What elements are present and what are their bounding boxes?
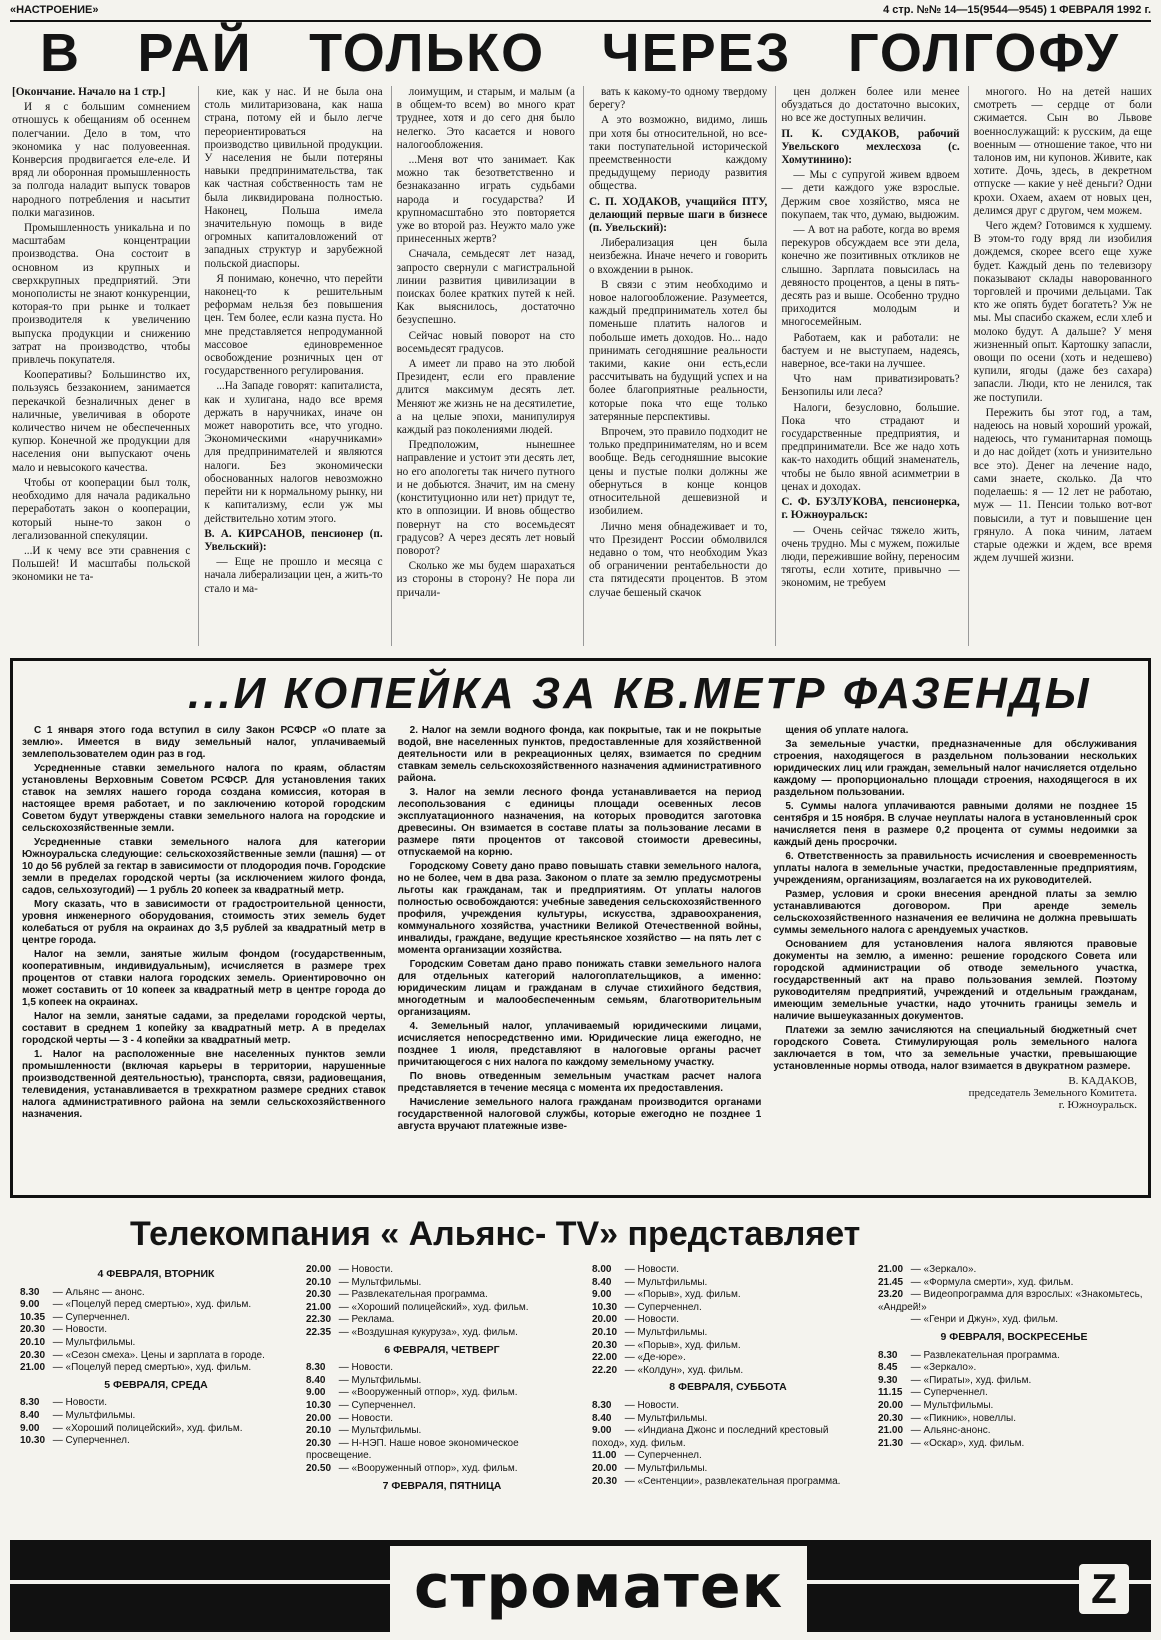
paragraph: Лично меня обнадеживает и то, что Президент России обмолвился недавно о том, что необходим Указ об ограничении рентабельности до ста пятидесяти процентов. В этом случае бешеный скачок — [588, 520, 768, 599]
paragraph: По вновь отведенным земельным участкам расчет налога представляется в течение месяца с момента их предоставления. — [397, 1071, 762, 1094]
tv-program-time: 23.20 — [878, 1289, 904, 1301]
tv-program-item — [20, 1435, 292, 1448]
paragraph: вать к какому-то одному твердому берегу? — [588, 86, 768, 112]
paragraph: Городским Советам дано право понижать ставки земельного налога для отдельных категорий налогоплательщиков, а именно: юридическим лицам и гражданам в случае стихийного бедствия, многодетным и малообеспеченным семьям, благотворительным организациям. — [397, 959, 762, 1018]
tv-program-item — [592, 1277, 864, 1290]
tv-program-item — [306, 1327, 578, 1340]
tv-program-time: 8.45 — [878, 1362, 898, 1374]
article-body — [12, 86, 1152, 646]
article-column — [583, 86, 767, 646]
tv-program-time: 9.30 — [878, 1374, 898, 1386]
tv-program-item — [20, 1423, 292, 1436]
paragraph: Сейчас новый поворот на сто восемьдесят градусов. — [396, 329, 575, 355]
tv-program-item — [306, 1362, 578, 1375]
tv-program-title: — Мультфильмы. — [338, 1425, 422, 1437]
paragraph: 1. Налог на расположенные вне населенных пунктов земли промышленности (включая карьеры в территории, нарушенные производственной деятельностью), транспорта, связи, радиовещания, телевидения, устанавливается в трехкратном размере средних ставок налога административного района на земли сельскохозяйственного назначения. — [22, 1049, 386, 1120]
paragraph: Начисление земельного налога гражданам производится органами государственной налоговой службы, которые ежегодно не позднее 1 августа вручают платежные изве- — [397, 1097, 762, 1132]
tv-program-title: — Мультфильмы. — [338, 1276, 422, 1288]
tv-program-time: 11.00 — [592, 1450, 617, 1462]
tv-program-title: — Новости. — [338, 1362, 394, 1374]
tv-program-title: — Суперченнел. — [338, 1399, 416, 1411]
tv-program-time: 21.00 — [306, 1301, 332, 1313]
tv-program-title: — «Индиана Джонс и последний крестовый поход», худ. фильм. — [592, 1425, 829, 1449]
tv-program-item — [592, 1289, 864, 1302]
paragraph: Усредненные ставки земельного налога для категории Южноуральска следующие: сельскохозяйственные земли (пашня) — от 10 до 56 рублей за гектар в зависимости от плодородия почв. Городские земли в пределах городской черты (за исключением жилого фонда, садов, сельхозугодий) — 1 рубль 20 копеек за квадратный метр. — [22, 837, 386, 896]
article-column — [398, 725, 762, 1190]
paragraph: Предположим, нынешнее направление и устоит эти десять лет, но его апологеты так ничего путного и не добьются. Значит, им на смену (конституционно или нет) придут те, кто в оппозиции. И вновь общество повернут на сто восемьдесят градусов? А через десять лет новый поворот? — [396, 439, 575, 557]
headline-word: РАЙ — [137, 23, 253, 83]
headline-word: ЧЕРЕЗ — [601, 23, 792, 83]
tv-day-heading: 9 ФЕВРАЛЯ, ВОСКРЕСЕНЬЕ — [940, 1330, 1088, 1343]
brand-logo-icon: Z — [1079, 1564, 1129, 1614]
tv-program-time: 20.10 — [306, 1276, 332, 1288]
tv-program-item — [306, 1425, 578, 1438]
tv-program-time: 10.30 — [592, 1301, 618, 1313]
tv-program-time: 20.30 — [592, 1475, 618, 1487]
tv-program-title: — «Поцелуй перед смертью», худ. фильм. — [52, 1299, 252, 1311]
tv-program-time: 8.40 — [592, 1276, 612, 1288]
tv-program-item — [592, 1314, 864, 1327]
tv-program-title: — «Вооруженный отпор», худ. фильм. — [338, 1387, 518, 1399]
tv-program-time: 9.00 — [592, 1425, 612, 1437]
tv-program-item — [20, 1337, 292, 1350]
tv-program-item — [878, 1277, 1150, 1290]
tv-program-item — [592, 1340, 864, 1353]
tv-program-time: 20.00 — [592, 1314, 618, 1326]
tv-program-item — [306, 1400, 578, 1413]
tax-article-body — [22, 725, 1137, 1190]
tv-program-title: — «Поцелуй перед смертью», худ. фильм. — [52, 1362, 252, 1374]
tv-program-item — [306, 1314, 578, 1327]
paragraph: ...На Западе говорят: капиталиста, как и хулигана, надо все время держать в наручниках, иначе он может наворотить все, что угодно. Экономическими «наручниками» для предпринимателей и являются налоги. Без экономически обоснованных налогов невозможно перейти ни к нормальному рынку, ни к капитализму, если уж мы действительно хотим этого. — [204, 380, 383, 525]
tv-program-item — [592, 1302, 864, 1315]
tv-program-item — [878, 1314, 1150, 1327]
paragraph: Промышленность уникальна и по масштабам концентрации производства. Она состоит в основном из крупных и сверхкрупных предприятий. Эти монополисты не знают конкуренции, которая-то при рынке и толкает производителя к увеличению выпуска продукции и снижению затрат на производство, чтобы привлечь покупателя. — [12, 222, 191, 367]
tv-program-title: — «Воздушная кукуруза», худ. фильм. — [338, 1326, 518, 1338]
tv-program-time: 8.40 — [20, 1409, 40, 1421]
tv-program-item — [306, 1463, 578, 1476]
tv-program-title: — Видеопрограмма для взрослых: «Знакомьтесь, «Андрей!» — [878, 1289, 1143, 1313]
tv-program-title: — «Порыв», худ. фильм. — [624, 1339, 741, 1351]
tv-program-item — [592, 1365, 864, 1378]
tv-program-title: — «Пираты», худ. фильм. — [910, 1374, 1032, 1386]
tv-program-item — [878, 1289, 1150, 1314]
tv-program-title: — Мультфильмы. — [624, 1326, 708, 1338]
tv-program-title: — Альянс — анонс. — [52, 1286, 145, 1298]
tv-program-title: — «Сезон смеха». Цены и зарплата в городе. — [52, 1349, 265, 1361]
tv-program-title: — «Хороший полицейский», худ. фильм. — [52, 1422, 243, 1434]
tv-program-title: — Новости. — [624, 1264, 680, 1275]
tv-day-heading: 8 ФЕВРАЛЯ, СУББОТА — [669, 1381, 787, 1394]
tv-program-time: 8.40 — [592, 1412, 612, 1424]
paragraph: 6. Ответственность за правильность исчисления и своевременность уплаты налога в земельные участки, предоставленные предприятиям, учреждениям, организациям, возлагается на их руководителей. — [773, 851, 1138, 886]
paragraph: 5. Суммы налога уплачиваются равными долями не позднее 15 сентября и 15 ноября. В случае неуплаты налога в установленный срок начисляется пеня в размере 0,2 процента от суммы недоимки за каждый день просрочки. — [773, 801, 1138, 848]
tv-day-heading: 4 ФЕВРАЛЯ, ВТОРНИК — [97, 1268, 215, 1280]
tax-article-headline: ...И КОПЕЙКА ЗА КВ.МЕТР ФАЗЕНДЫ — [188, 669, 1092, 718]
running-head — [10, 4, 1151, 22]
paragraph: — Еще не прошло и месяца с начала либерализации цен, а жить-то стало и ма- — [204, 556, 383, 595]
tv-program-title: — Мультфильмы. — [624, 1276, 708, 1288]
advertisement-banner — [10, 1540, 1151, 1632]
tv-program-time: 9.00 — [592, 1289, 612, 1301]
tv-program-item — [878, 1264, 1150, 1277]
tv-program-title: — «Хороший полицейский», худ. фильм. — [338, 1301, 529, 1313]
paragraph: Что нам приватизировать? Бензопилы или леса? — [781, 373, 960, 399]
paragraph: кие, как у нас. И не была она столь милитаризована, как наша страна, потому ей и было легче переориентироваться на производство цивильной продукции. У населения не были потеряны навыки предпринимательства, так как частная собственность там не была ликвидирована полностью. Наконец, Польша имела значительную помощь в виде огромных капиталовложений от западных структур и зарубежной польской диаспоры. — [204, 86, 383, 270]
paragraph: ...Меня вот что занимает. Как можно так безответственно и безнаказанно играть судьбами народа и государства? И крупномасштабно это повторяется уже во второй раз. Неужто мало уже принесенных жертв? — [396, 154, 575, 246]
paragraph: Сколько же мы будем шарахаться из стороны в сторону? Не пора ли причали- — [396, 560, 575, 599]
issue-info: 4 стр. №№ 14—15(9544—9545) 1 ФЕВРАЛЯ 1992 г. — [883, 4, 1151, 16]
tv-program-title: — «Зеркало». — [910, 1264, 977, 1275]
tv-program-time: 21.45 — [878, 1276, 904, 1288]
tv-program-time: 20.30 — [306, 1437, 332, 1449]
tv-program-item — [306, 1302, 578, 1315]
signature-role: председатель Земельного Комитета. — [968, 1087, 1138, 1099]
tv-program-item — [20, 1410, 292, 1423]
tv-program-time: 22.00 — [592, 1352, 618, 1364]
paragraph: Размер, условия и сроки внесения арендной платы за землю устанавливаются договором. При аренде земель сельскохозяйственного назначения ее величина не должна превышать суммы земельного налога с арендуемых участков. — [773, 889, 1138, 936]
tv-program-time: 11.15 — [878, 1387, 903, 1399]
paragraph: Могу сказать, что в зависимости от градостроительной ценности, уровня инженерного оборудования, стоимость этих земель будет колебаться от рубля на окраинах до 3,5 рублей за квадратный метр в центре города. — [22, 899, 386, 946]
headline-word: ТОЛЬКО — [309, 23, 546, 83]
tv-program-item — [878, 1375, 1150, 1388]
tv-program-title: — «Оскар», худ. фильм. — [910, 1437, 1025, 1449]
tv-program-item — [20, 1350, 292, 1363]
signature-place: г. Южноуральск. — [1058, 1099, 1138, 1111]
tv-program-title: — Суперченнел. — [910, 1387, 988, 1399]
tv-program-time: 20.10 — [20, 1336, 46, 1348]
tv-program-title: — Реклама. — [338, 1314, 395, 1326]
tv-program-title: — Мультфильмы. — [338, 1374, 422, 1386]
tv-program-item — [306, 1387, 578, 1400]
tv-program-time: 20.30 — [592, 1339, 618, 1351]
tv-program-item — [306, 1277, 578, 1290]
paragraph: Налоги, безусловно, большие. Пока что страдают и государственные предприятия, и предприниматели. Все же надо хоть как-то находить общий знаменатель, чтобы не было явной асимметрии в ценах и доходах. — [781, 401, 960, 493]
tv-program-item — [592, 1400, 864, 1413]
article-column — [198, 86, 382, 646]
tv-program-title: — Н-НЭП. Наше новое экономическое просвещение. — [306, 1437, 519, 1462]
paragraph: За земельные участки, предназначенные для обслуживания строения, находящегося в раздельном пользовании нескольких юридических лиц или граждан, земельный налог начисляется отдельно каждому — пропорционально площади строения, находящегося в их раздельном пользовании. — [773, 739, 1138, 798]
tv-program-item — [306, 1289, 578, 1302]
tv-program-title: — «Генри и Джун», худ. фильм. — [910, 1314, 1059, 1326]
tv-program-title: — Мультфильмы. — [910, 1399, 994, 1411]
paragraph: цен должен более или менее обуздаться до достаточно высоких, но все же доступных величин. — [781, 86, 960, 125]
tv-program-title: — «Порыв», худ. фильм. — [624, 1289, 741, 1301]
paragraph: И я с большим сомнением отношусь к обещаниям об осеннем полегчании. Дело в том, что экономика у нас полуовеенная. Конверсия продвигается еле-еле. И вряд ли оборонная промышленность за полгода наладит выпуск товаров народного потребления и насытит полки магазинов. — [12, 101, 191, 219]
tv-program-title: — «Сентенции», развлекательная программа. — [624, 1475, 841, 1487]
tv-program-item — [878, 1350, 1150, 1363]
paragraph: Пережить бы этот год, а там, надеюсь на новый хороший урожай, надеюсь, что гуманитарная помощь и до нас дойдет (хоть и унизительно все это). Денег на лечение надо, сами знаете, сколько. Да что поделаешь: я — 12 лет не работаю, муж — 11. Пенсии только вот-вот повысили, а тут и повышение цен грянуло. А пока чиним, латаем старые одежки и ждем, все время ждем лучшей жизни. — [973, 406, 1152, 565]
paragraph: Налог на земли, занятые садами, за пределами городской черты, составит в среднем 1 копейку за квадратный метр. А в пределах городской черты — 3 - 4 копейки за квадратный метр. — [22, 1011, 386, 1046]
article-column — [775, 86, 959, 646]
tv-program-title: — Мультфильмы. — [624, 1412, 708, 1424]
tv-program-item — [878, 1387, 1150, 1400]
tv-program-time: 8.30 — [20, 1397, 40, 1409]
tv-program-title: — «Формула смерти», худ. фильм. — [910, 1276, 1074, 1288]
tv-program-item — [20, 1324, 292, 1337]
tv-program-title: — «Де-юре». — [624, 1352, 686, 1364]
tv-schedule — [20, 1264, 1150, 1532]
paragraph: В связи с этим необходимо и новое налогообложение. Разумеется, каждый предприниматель хотел бы поменьше платить налогов и побольше иметь доходов. Но... надо принимать сегодняшние реальности такими, какие они есть,если рассчитывать на будущий успех и на более благоприятные реальности, которые пока что еще только затерянные перспективы. — [588, 278, 768, 423]
tv-program-time: 21.00 — [878, 1264, 904, 1275]
tv-program-item — [878, 1425, 1150, 1438]
paragraph: 3. Налог на земли лесного фонда устанавливается на период лесопользования с единицы площади осевенных лесов эксплуатационного назначения, на которых проводится заготовка древесины. Он взимается в составе платы за пользование лесами в размере пяти процентов от таксовой стоимости древесины, отпускаемой на корню. — [397, 787, 762, 858]
tv-program-time: 22.35 — [306, 1326, 332, 1338]
tv-program-title: — Новости. — [52, 1324, 108, 1336]
tv-program-time: 9.00 — [20, 1299, 40, 1311]
tv-program-item — [20, 1362, 292, 1375]
tv-program-item — [306, 1375, 578, 1388]
tv-program-time: 8.30 — [306, 1362, 326, 1374]
tv-program-item — [592, 1352, 864, 1365]
tv-program-time: 8.40 — [306, 1374, 326, 1386]
headline-word: В — [40, 23, 81, 83]
tv-program-title: — Новости. — [338, 1412, 394, 1424]
tv-program-time: 8.30 — [592, 1399, 612, 1411]
article-column — [968, 86, 1152, 646]
tv-program-title: — Развлекательная программа. — [338, 1289, 488, 1301]
paragraph: — А вот на работе, когда во время перекуров обсуждаем все эти дела, конечно же позитивных откликов не слышно. Зарплата повысилась на девяносто процентов, а цены в пять-десять раз и выше. Особенно трудно приходится молодым и многосемейным. — [781, 224, 960, 329]
article-headline — [40, 24, 1120, 82]
tv-program-time: 20.00 — [306, 1412, 332, 1424]
paragraph: — Очень сейчас тяжело жить, очень трудно. Мы с мужем, пожилые люди, пережившие войну, переносим тяготы, если хотите, привычно — экономим, не требуем — [781, 524, 960, 590]
tv-program-item — [878, 1413, 1150, 1426]
tv-program-time: 20.00 — [592, 1462, 618, 1474]
tv-program-time: 21.00 — [878, 1425, 904, 1437]
brand-name: строматек — [390, 1546, 807, 1632]
tv-program-item — [592, 1327, 864, 1340]
tv-program-title: — «Зеркало». — [910, 1362, 977, 1374]
paragraph: Городскому Совету дано право повышать ставки земельного налога, но не более, чем в два раза. Законом о плате за землю предусмотрены льготы как гражданам, так и предприятиям. От уплаты налогов полностью освобождаются: учебные заведения сельскохозяйственного профиля, учреждения культуры, искусства, здравоохранения, коммунального хозяйства, участники Великой Отечественной войны, инвалиды, граждане, ведущие крестьянское хозяйство — на пять лет с момента организации хозяйства. — [397, 861, 762, 956]
tv-program-time: 20.10 — [592, 1326, 618, 1338]
tv-program-time: 8.00 — [592, 1264, 612, 1275]
tv-program-time: 10.30 — [20, 1435, 46, 1447]
tv-program-title: — Развлекательная программа. — [910, 1349, 1060, 1361]
tv-program-title: — Суперченнел. — [624, 1301, 702, 1313]
tv-program-item — [306, 1413, 578, 1426]
tv-program-item — [592, 1264, 864, 1277]
author-signature: С. Ф. БУЗЛУКОВА, пенсионерка, г. Южноуральск: — [781, 496, 960, 522]
tv-program-time: 20.30 — [306, 1289, 332, 1301]
tv-program-time: 9.00 — [306, 1387, 326, 1399]
tv-program-title: — Новости. — [338, 1264, 394, 1275]
tv-program-title: — Мультфильмы. — [52, 1409, 136, 1421]
paragraph: Налог на земли, занятые жилым фондом (государственным, кооперативным, индивидуальным), исчисляется в размере трех процентов от ставки налога городских земель. Ориентировочно он может составить от 10 копеек за квадратный метр в центре города до 1,5 копеек на окраинах. — [22, 949, 386, 1008]
tv-program-item — [878, 1438, 1150, 1451]
paragraph: Основанием для установления налога являются правовые документы на землю, а именно: решение городского Совета или городской администрации об отводе земельного участка, государственный акт на право пользования землей. Поэтому руководителям предприятий, учреждений и отдельным гражданам, имеющим земельные участки, надо уточнить границы земель и наличие вышеуказанных документов. — [773, 939, 1138, 1022]
tv-program-time: 10.35 — [20, 1311, 46, 1323]
tv-program-item — [20, 1312, 292, 1325]
tv-column — [20, 1264, 292, 1532]
paragraph: Сначала, семьдесят лет назад, запросто свернули с магистральной линии развития цивилизации в поисках более кратких путей к ней. Как выяснилось, достаточно безуспешно. — [396, 248, 575, 327]
tv-program-item — [592, 1413, 864, 1426]
paragraph: многого. Но на детей наших смотреть — сердце от боли сжимается. Сын во Львове военнослужащий: к русским, да еще военным — отношение такое, что ни талонов им, ни купонов. Живите, как хотите. Дочь, здесь, в декретном отпуске — какие у неё деньги? Одни крохи. Охаем, ахаем от новых цен, делимся друг с другом, чем можем. — [973, 86, 1152, 217]
tv-program-title: — «Вооруженный отпор», худ. фильм. — [338, 1462, 518, 1474]
tv-program-time: 21.00 — [20, 1362, 46, 1374]
tv-column — [592, 1264, 864, 1532]
tv-program-time: 20.00 — [306, 1264, 332, 1275]
tv-program-time: 20.00 — [878, 1399, 904, 1411]
tv-program-time: 22.30 — [306, 1314, 332, 1326]
tv-column — [306, 1264, 578, 1532]
tv-program-item — [592, 1425, 864, 1450]
tv-program-time: 20.30 — [20, 1349, 46, 1361]
article-column — [22, 725, 386, 1190]
tv-program-item — [20, 1397, 292, 1410]
tv-program-time: 9.00 — [20, 1422, 40, 1434]
tv-day-heading: 6 ФЕВРАЛЯ, ЧЕТВЕРГ — [384, 1343, 500, 1356]
tv-program-time: 20.30 — [20, 1324, 46, 1336]
paragraph: 2. Налог на земли водного фонда, как покрытые, так и не покрытые водой, вне населенных пунктов, предоставленные для хозяйственной деятельности или в рекреационных целях, взимается по средним ставкам земель сельскохозяйственного назначения административного района. — [397, 725, 762, 784]
paragraph: ...И к чему все эти сравнения с Польшей! И масштабы польской экономики не та- — [12, 544, 191, 584]
tv-day-heading: 7 ФЕВРАЛЯ, ПЯТНИЦА — [382, 1479, 502, 1492]
paragraph: 4. Земельный налог, уплачиваемый юридическими лицами, исчисляется непосредственно ими. Юридические лица ежегодно, не позднее 1 июля, представляют в налоговые органы расчет причитающегося с них налога по каждому земельному участку. — [397, 1021, 762, 1068]
tv-program-item — [20, 1299, 292, 1312]
tv-program-time: 20.50 — [306, 1462, 332, 1474]
tv-program-item — [878, 1362, 1150, 1375]
paragraph: Чего ждем? Готовимся к худшему. В этом-то году вряд ли изобилия дождемся, скорее всего еще хуже будет. Каждый день по телевизору показывают склады наворованного торговлей и прочими дельцами. Так кто же опять будет богатеть? Уж не мы. Мы спасибо скажем, если хлеб и молоко будут. А дальше? У меня жизненный опыт. Картошку запасли, овощи по осени (хоть и недешево) купили, ягоды (даже без сахара) запасли. Люди, кто не ленился, так же поступили. — [973, 220, 1152, 404]
paragraph: Работаем, как и работали: не бастуем и не выступаем, надеясь, наверное, все-таки на лучшее. — [781, 331, 960, 371]
paragraph: лоимущим, и старым, и малым (а в общем-то всем) во много крат труднее, хотя и до сего дня было нелегко. Это касается и нового налогообложения. — [396, 86, 575, 151]
tv-program-item — [306, 1264, 578, 1277]
tv-program-title: — Новости. — [52, 1397, 108, 1409]
tv-column — [878, 1264, 1150, 1532]
tv-program-title: — Суперченнел. — [52, 1435, 130, 1447]
tv-program-title: — «Колдун», худ. фильм. — [624, 1364, 744, 1376]
tv-program-time: 20.10 — [306, 1425, 332, 1437]
paragraph: Чтобы от кооперации был толк, необходимо для начала радикально переработать закон о кооперации, который ныне-то закон о легализованной спекуляции. — [12, 476, 191, 542]
section-name: «НАСТРОЕНИЕ» — [10, 4, 99, 16]
tv-program-title: — Новости. — [624, 1399, 680, 1411]
paragraph: Кооперативы? Большинство их, пользуясь беззаконием, занимается перекачкой безналичных денег в наличные, увеличивая в обороте количество ничем не обеспеченных купюр. Конечной же продукции для населения они выпускают очень мало и невысокого качества. — [12, 369, 191, 474]
article-column — [391, 86, 575, 646]
paragraph: А имеет ли право на это любой Президент, если его правление длится максимум десять лет. Меняют же жизнь не на десятилетие, а на целые эпохи, манипулируя каждый раз поколениями людей. — [396, 358, 575, 437]
author-signature: П. К. СУДАКОВ, рабочий Увельского мехлесхоза (с. Хомутинино): — [781, 127, 960, 167]
author-signature: С. П. ХОДАКОВ, учащийся ПТУ, делающий первые шаги в бизнесе (п. Увельский): — [588, 195, 768, 235]
tv-day-heading: 5 ФЕВРАЛЯ, СРЕДА — [104, 1378, 208, 1391]
tv-program-title: — Суперченнел. — [624, 1450, 702, 1462]
tv-program-title: — Альянс-анонс. — [910, 1425, 991, 1437]
paragraph: Я понимаю, конечно, что перейти наконец-то к решительным реформам нельзя без повышения цен. Тем более, если казна пуста. Но мне представляется непродуманной массовое единовременное освобождение розничных цен от государственного регулирования. — [204, 272, 383, 378]
signature-name: В. КАДАКОВ, — [1068, 1075, 1138, 1087]
tv-program-item — [592, 1450, 864, 1463]
tv-program-time: 22.20 — [592, 1364, 618, 1376]
tv-program-time: 20.30 — [878, 1412, 904, 1424]
paragraph: Усредненные ставки земельного налога по краям, областям установлены Верховным Советом РСФСР. Для установления таких ставок на землях нашего города создана комиссия, которая в настоящее время работает, и по заключению которой городским Советом будут утверждены ставки земельного налога на городские и сельскохозяйственные земли. — [22, 763, 386, 834]
paragraph: Либерализация цен была неизбежна. Иначе нечего и говорить о вхождении в рынок. — [588, 237, 768, 276]
paragraph: Платежи за землю зачисляются на специальный бюджетный счет городского Совета. Стимулирующая роль земельного налога заключается в том, что за земельные участки, превышающие установленные нормы отвода, налог взимается в двукратном размере. — [773, 1025, 1138, 1072]
tv-program-item — [306, 1438, 578, 1463]
tv-program-time: 8.30 — [878, 1349, 898, 1361]
tv-program-item — [592, 1476, 864, 1489]
headline-word: ГОЛГОФУ — [848, 23, 1120, 83]
paragraph: — Мы с супругой живем вдвоем — дети каждого уже взрослые. Держим свое хозяйство, мяса не покупаем, так что, думаю, выдюжим. — [781, 169, 960, 221]
tv-program-time: 8.30 — [20, 1286, 40, 1298]
tv-program-item — [878, 1400, 1150, 1413]
tv-program-title: — Мультфильмы. — [624, 1462, 708, 1474]
paragraph: С 1 января этого года вступил в силу Закон РСФСР «О плате за землю». Имеется в виду земельный налог, уплачиваемый землепользователем один раз в год. — [22, 725, 386, 760]
tv-program-title: — «Пикник», новеллы. — [910, 1412, 1017, 1424]
paragraph: щения об уплате налога. — [785, 725, 909, 736]
article-column — [773, 725, 1137, 1190]
tv-program-time: 21.30 — [878, 1437, 904, 1449]
tv-program-title: — Новости. — [624, 1314, 680, 1326]
tv-program-item — [592, 1463, 864, 1476]
tv-program-title: — Мультфильмы. — [52, 1336, 136, 1348]
tv-program-time: 10.30 — [306, 1399, 332, 1411]
continuation-note: [Окончание. Начало на 1 стр.] — [12, 86, 166, 98]
tv-schedule-headline: Телекомпания « Альянс- TV» представляет — [130, 1215, 861, 1253]
article-column — [12, 86, 190, 646]
tv-program-title: — Суперченнел. — [52, 1311, 130, 1323]
paragraph: Впрочем, это правило подходит не только предпринимателям, но и всем вообще. Ведь сегодняшние высокие цены и пустые полки должны же обернуться в конце концов относительной дешевизной и изобилием. — [588, 426, 768, 518]
author-signature: В. А. КИРСАНОВ, пенсионер (п. Увельский): — [204, 527, 383, 553]
tv-program-item — [20, 1287, 292, 1300]
paragraph: А это возможно, видимо, лишь при хотя бы относительной, но все-таки поступательной исторической преемственности каждому предыдущему периоду развития общества. — [588, 114, 768, 193]
